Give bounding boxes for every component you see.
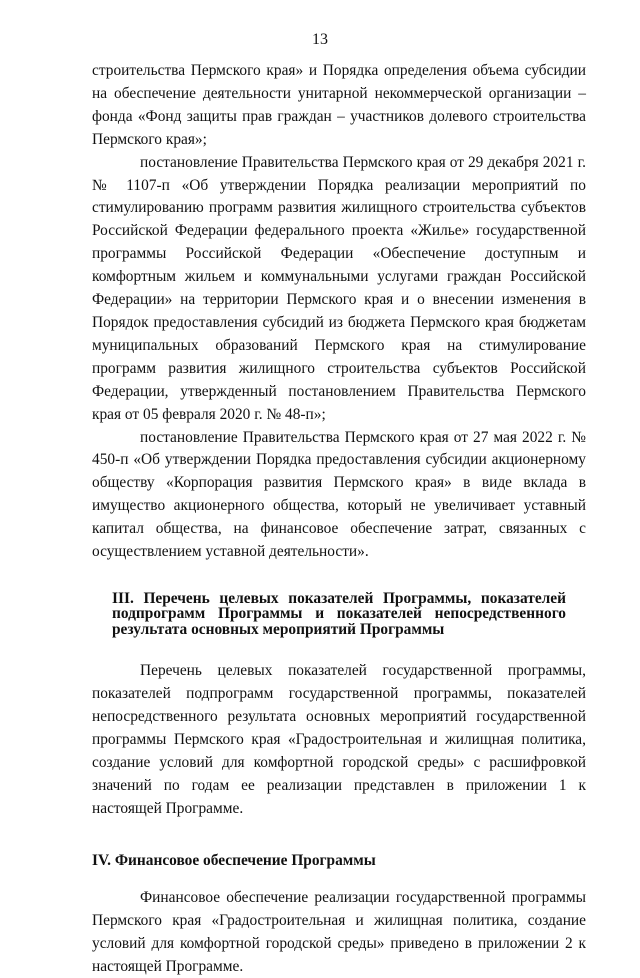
paragraph-resolution-450: постановление Правительства Пермского края от 27 мая 2022 г. № 450-п «Об утверждении Порядка предоставления субсидии акционерному обществу «Корпорация развития Пермского края» в виде вклада в имущество акционерного общества, который не увеличивает уставный капитал общества, на финансовое обеспечение затрат, связанных с осуществлением уставной деятельности». [92,428,586,561]
paragraph-continuation: строительства Пермского края» и Порядка определения объема субсидии на обеспечение деятельности унитарной некоммерческой организации – фонда «Фонд защиты прав граждан – участников долевого строительства Пермского края»; [92,62,586,148]
section-4-heading: IV. Финансовое обеспечение Программы [92,851,376,869]
page-number: 13 [312,31,328,48]
document-body [92,60,586,978]
section-4-text: Финансовое обеспечение реализации государственной программы Пермского края «Градостроительная и жилищная политика, создание условий для комфортной городской среды» приведено в приложении 2 к настоящей Программе. [92,888,586,975]
section-3-heading: III. Перечень целевых показателей Программы, показателей подпрограмм Программы и показателей непосредственного результата основных мероприятий Программы [112,589,566,638]
paragraph-resolution-1107: постановление Правительства Пермского края от 29 декабря 2021 г. № 1107-п «Об утверждении Порядка реализации мероприятий по стимулированию программ развития жилищного строительства субъектов Российской Федерации федерального проекта «Жилье» государственной программы Российской Федерации «Обеспечение доступным и комфортным жильем и коммунальными услугами граждан Российской Федерации» на территории Пермского края и о внесении изменения в Порядок предоставления субсидий из бюджета Пермского края бюджетам муниципальных образований Пермского края на стимулирование программ развития жилищного строительства субъектов Российской Федерации, утвержденный постановлением Правительства Пермского края от 05 февраля 2020 г. № 48-п»; [92,153,586,423]
section-3-text: Перечень целевых показателей государственной программы, показателей подпрограмм государственной программы, показателей непосредственного результата основных мероприятий государственной программы Пермского края «Градостроительная и жилищная политика, создание условий для комфортной городской среды» с расшифровкой значений по годам ее реализации представлен в приложении 1 к настоящей Программе. [92,662,586,817]
